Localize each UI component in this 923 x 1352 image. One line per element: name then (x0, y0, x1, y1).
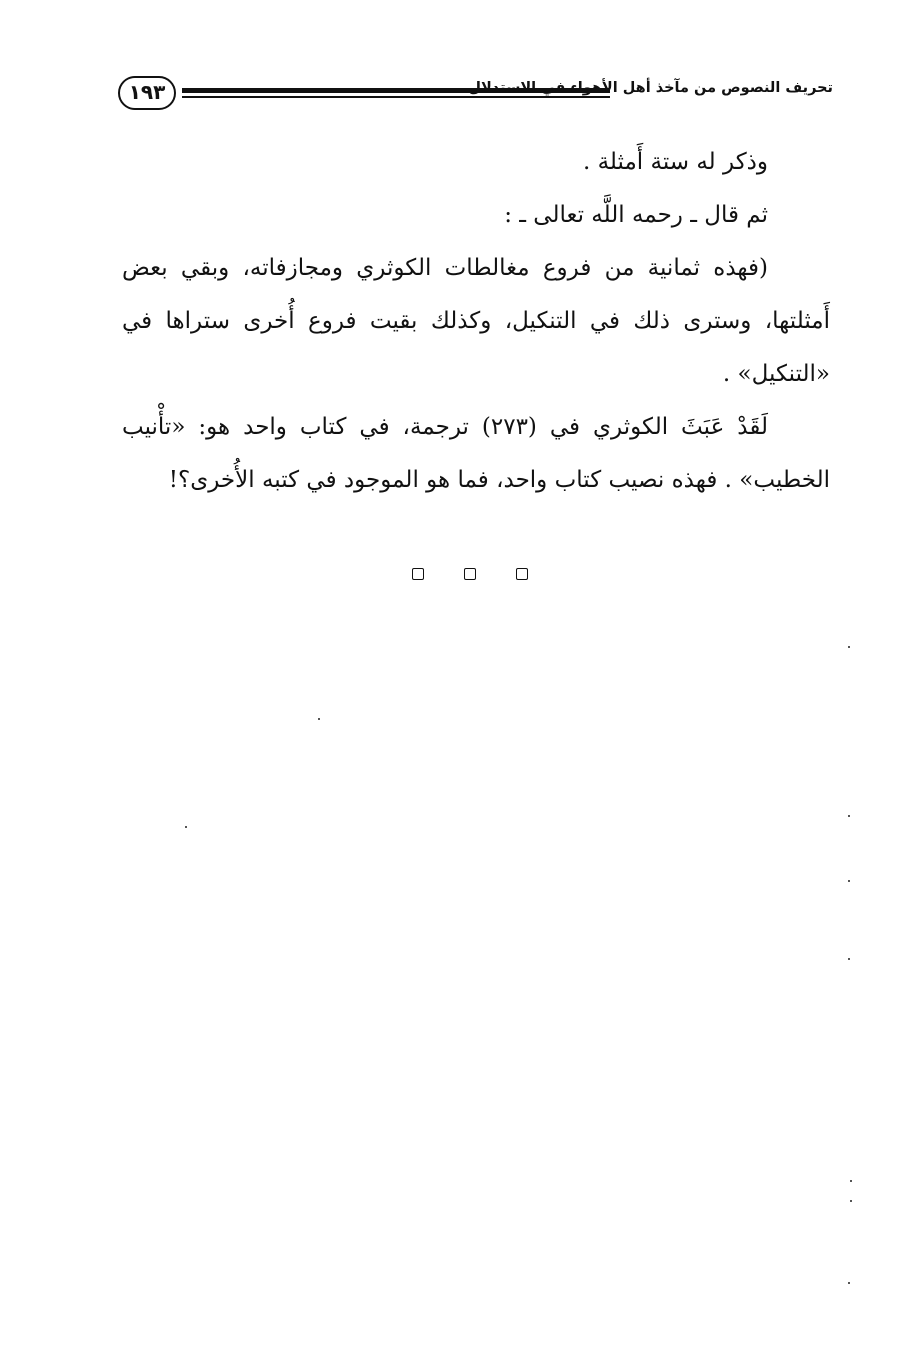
scan-mark (850, 1180, 852, 1182)
scan-mark (848, 958, 850, 960)
text-line: «التنكيل» . (722, 361, 830, 387)
text-line: أَمثلتها، وسترى ذلك في التنكيل، وكذلك بقيت فروع أُخرى ستراها في (122, 308, 830, 334)
square-icon (464, 568, 476, 580)
text-line: الخطيب» . فهذه نصيب كتاب واحد، فما هو الموجود في كتبه الأُخرى؟! (168, 467, 830, 493)
scan-mark (848, 1282, 850, 1284)
square-icon (412, 568, 424, 580)
scan-mark (185, 826, 187, 828)
text-line: ثم قال ـ رحمه اللَّه تعالى ـ : (504, 202, 768, 228)
header-rule-thin (182, 96, 610, 98)
scan-mark (850, 1200, 852, 1202)
text-line: لَقَدْ عَبَثَ الكوثري في (٢٧٣) ترجمة، في كتاب واحد هو: «تأْنيب (122, 414, 768, 440)
section-separator (412, 568, 528, 584)
scan-mark (318, 718, 320, 720)
scan-mark (848, 880, 850, 882)
text-line: (فهذه ثمانية من فروع مغالطات الكوثري ومجازفاته، وبقي بعض (122, 255, 768, 281)
running-title: تحريف النصوص من مآخذ أهل الأهواء في الاستدلال (468, 80, 833, 96)
page-header (118, 72, 833, 120)
square-icon (516, 568, 528, 580)
body-text (122, 136, 830, 507)
scan-mark (848, 815, 850, 817)
scan-mark (848, 646, 850, 648)
page-number: ١٩٣ (118, 76, 176, 110)
text-line: وذكر له ستة أَمثلة . (582, 149, 768, 175)
